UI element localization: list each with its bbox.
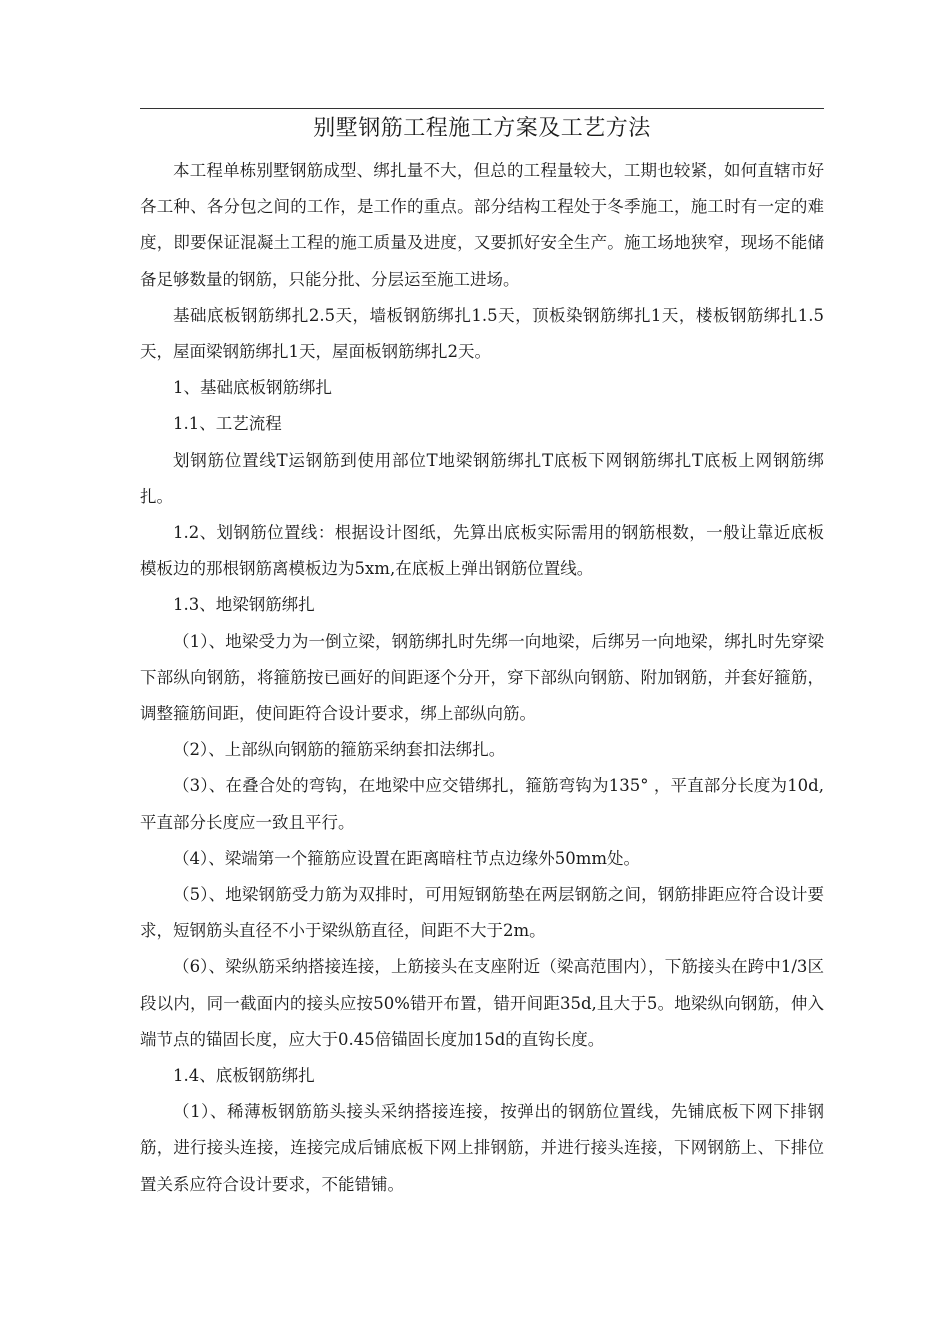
section-heading-1-4: 1.4、底板钢筋绑扎 (173, 1066, 315, 1086)
list-item-5: （5）、地梁钢筋受力筋为双排时，可用短钢筋垫在两层钢筋之间，钢筋排距应符合设计要求，短钢筋头直径不小于梁纵筋直径，间距不大于2m。 (140, 885, 824, 941)
document-title: 别墅钢筋工程施工方案及工艺方法 (313, 116, 651, 141)
process-flow-paragraph: 划钢筋位置线T运钢筋到使用部位T地梁钢筋绑扎T底板下网钢筋绑扎T底板上网钢筋绑扎。 (140, 450, 824, 506)
section-heading-1-1: 1.1、工艺流程 (173, 414, 282, 434)
section-heading-1: 1、基础底板钢筋绑扎 (173, 378, 332, 398)
list-item-4: （4）、梁端第一个箍筋应设置在距离暗柱节点边缘外50mm处。 (173, 848, 641, 868)
list-item-1: （1）、地梁受力为一倒立梁，钢筋绑扎时先绑一向地梁，后绑另一向地梁，绑扎时先穿梁下部纵向钢筋，将箍筋按已画好的间距逐个分开，穿下部纵向钢筋、附加钢筋，并套好箍筋，调整箍筋间距，使间距符合设计要求，绑上部纵向筋。 (140, 631, 824, 724)
list-item-3: （3）、在叠合处的弯钩，在地梁中应交错绑扎，箍筋弯钩为135° ，平直部分长度为10d,平直部分长度应一致且平行。 (140, 776, 824, 832)
intro-paragraph: 本工程单栋别墅钢筋成型、绑扎量不大，但总的工程量较大，工期也较紧，如何直辖市好各工种、各分包之间的工作，是工作的重点。部分结构工程处于冬季施工，施工时有一定的难度，即要保证混凝土工程的施工质量及进度，又要抓好安全生产。施工场地狭窄，现场不能储备足够数量的钢筋，只能分批、分层运至施工进场。 (140, 161, 824, 289)
list-item-7: （1）、稀薄板钢筋筋头接头采纳搭接连接，按弹出的钢筋位置线，先铺底板下网下排钢筋，进行接头连接，连接完成后铺底板下网上排钢筋，并进行接头连接，下网钢筋上、下排位置关系应符合设计要求，不能错铺。 (140, 1102, 824, 1194)
header-rule (140, 108, 824, 109)
position-line-paragraph: 1.2、划钢筋位置线：根据设计图纸，先算出底板实际需用的钢筋根数，一般让靠近底板模板边的那根钢筋离模板边为5xm,在底板上弹出钢筋位置线。 (140, 523, 824, 579)
section-heading-1-3: 1.3、地梁钢筋绑扎 (173, 595, 315, 615)
list-item-6: （6）、梁纵筋采纳搭接连接，上筋接头在支座附近（梁高范围内），下筋接头在跨中1/3区段以内，同一截面内的接头应按50%错开布置，错开间距35d,且大于5。地梁纵向钢筋，伸入端节点的锚固长度，应大于0.45倍锚固长度加15d的直钩长度。 (140, 957, 824, 1049)
list-item-2: （2）、上部纵向钢筋的箍筋采纳套扣法绑扎。 (173, 740, 506, 760)
document-body (140, 153, 824, 1203)
schedule-paragraph: 基础底板钢筋绑扎2.5天，墙板钢筋绑扎1.5天，顶板染钢筋绑扎1天，楼板钢筋绑扎1.5天，屋面梁钢筋绑扎1天，屋面板钢筋绑扎2天。 (140, 305, 824, 362)
